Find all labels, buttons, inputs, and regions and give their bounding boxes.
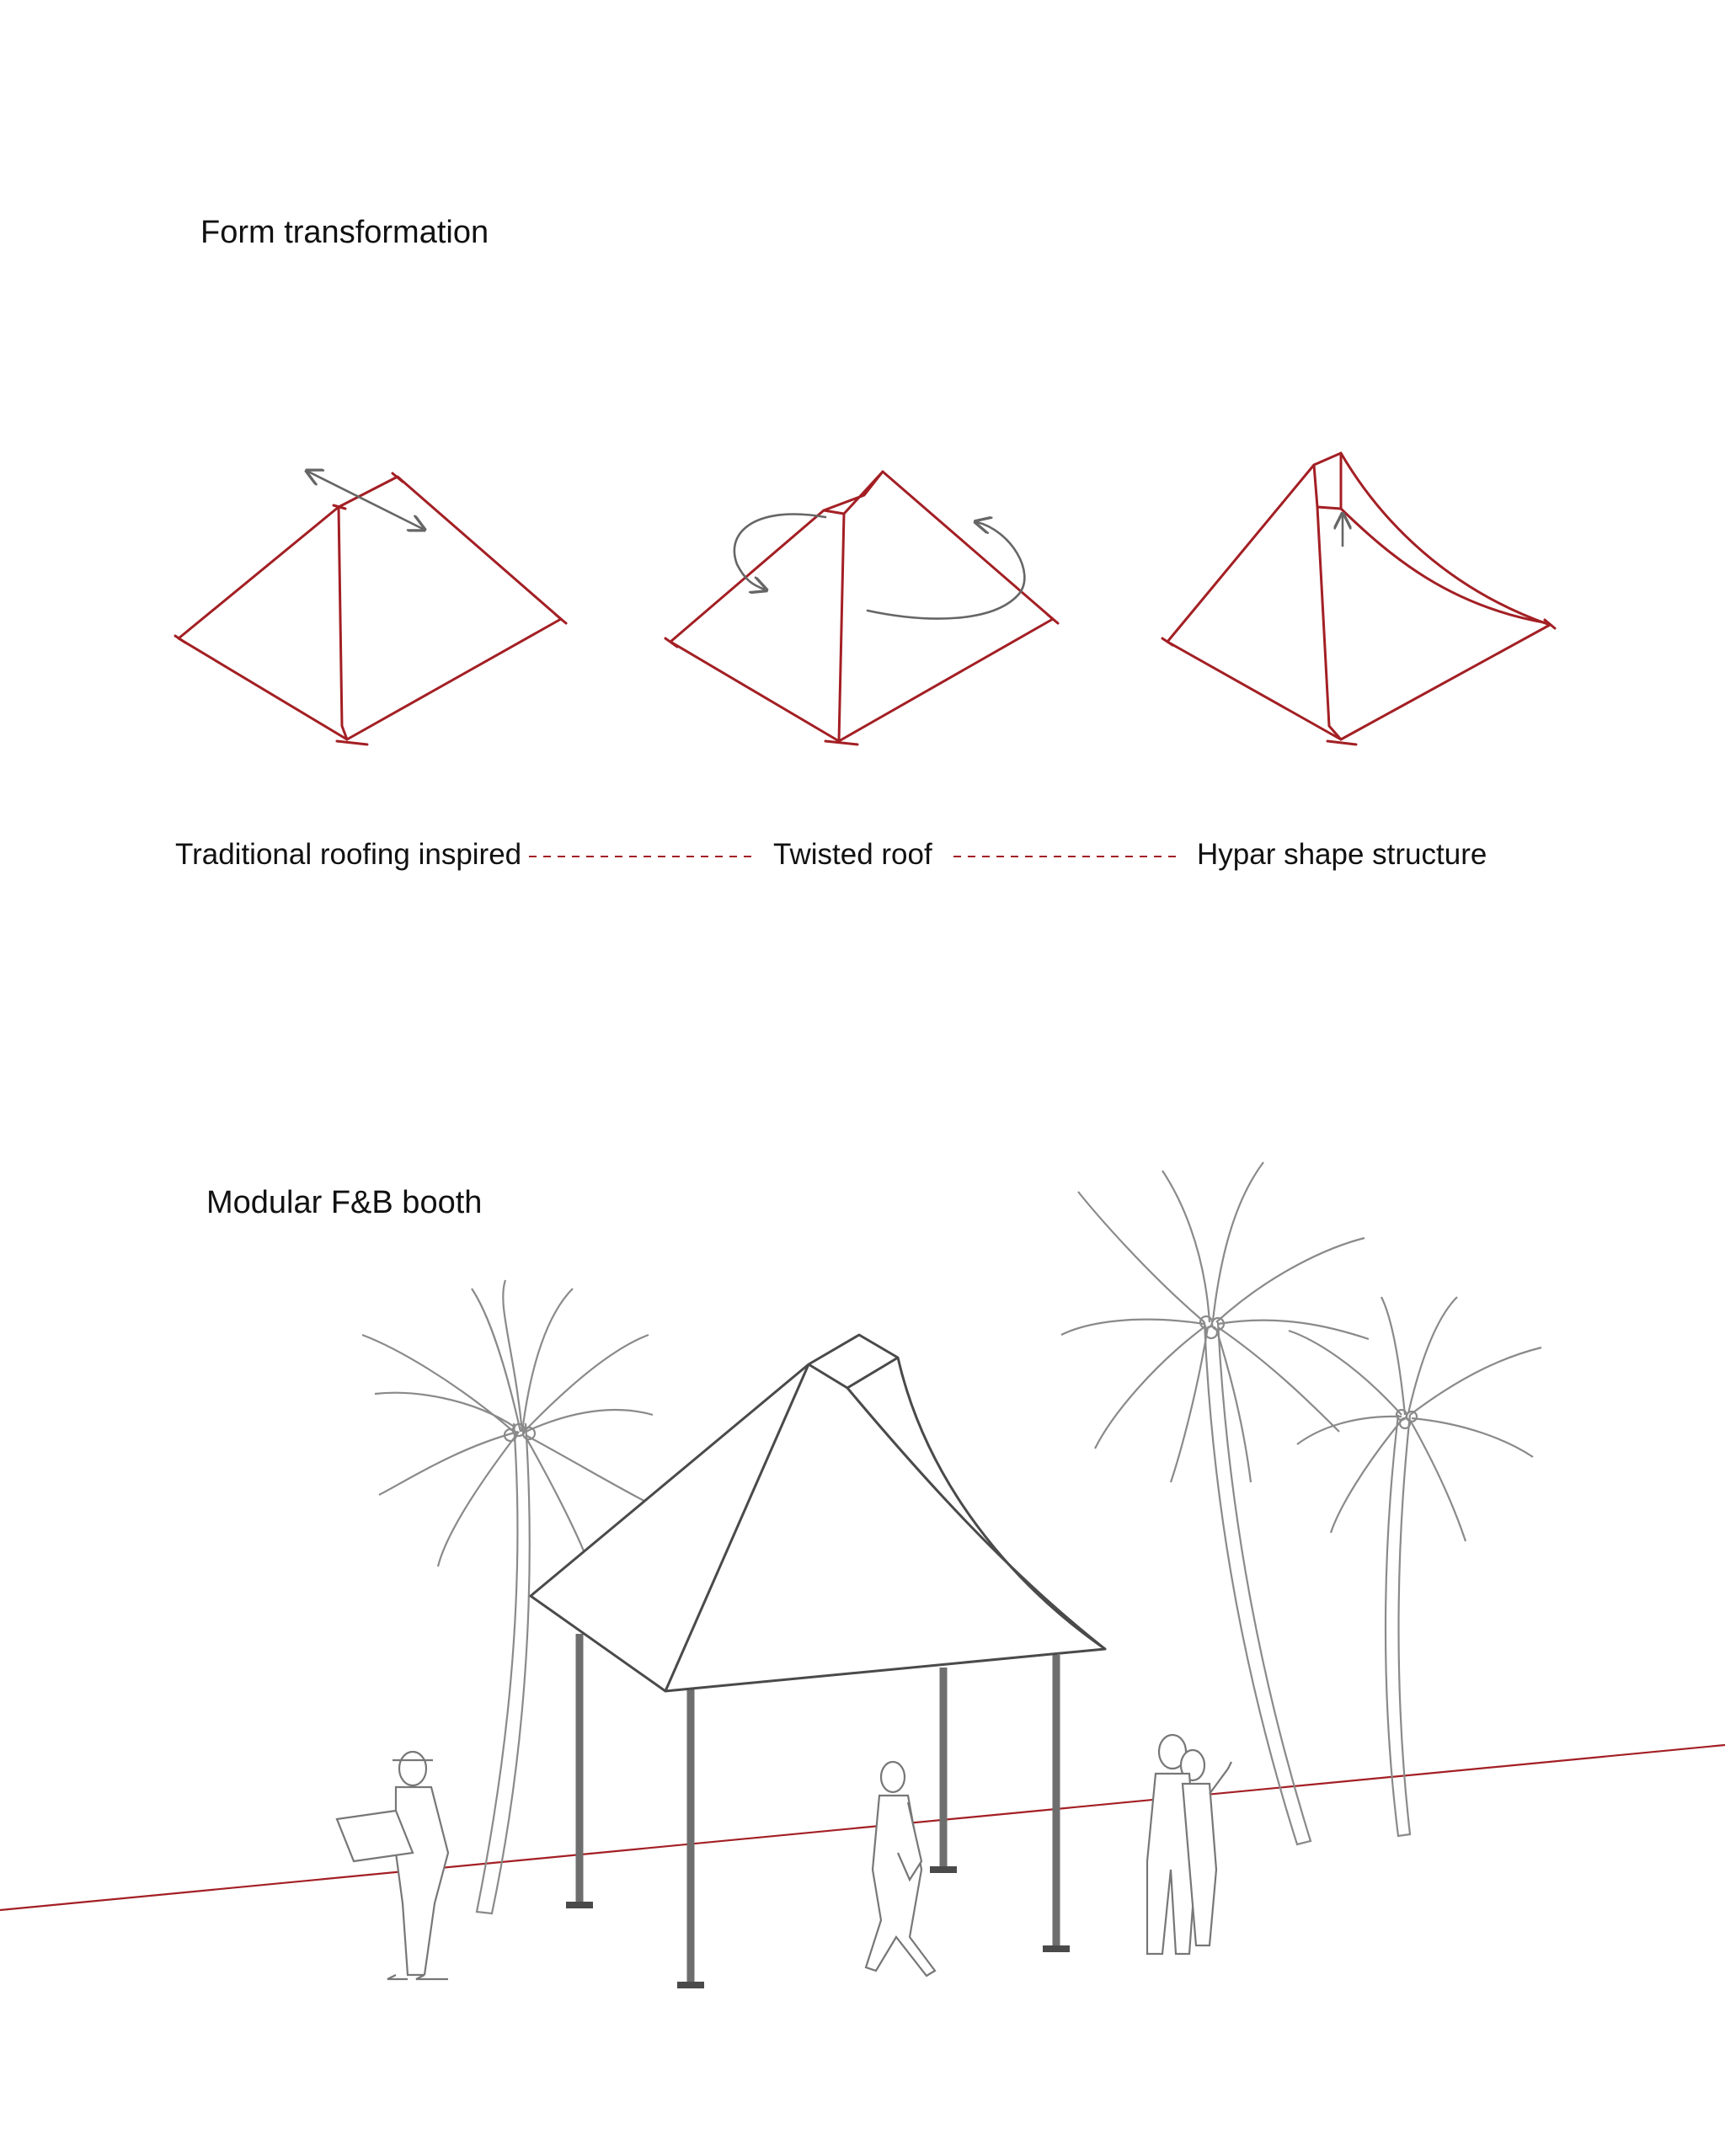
step-label-traditional: Traditional roofing inspired xyxy=(175,838,522,871)
palm-tree-icon-2 xyxy=(1061,1162,1369,1844)
person-icon xyxy=(337,1752,448,1979)
twist-arrow-icon-2 xyxy=(868,522,1024,619)
booth-columns xyxy=(566,1634,1070,1985)
booth-title: Modular F&B booth xyxy=(206,1185,483,1220)
person-icon-3 xyxy=(1147,1735,1231,1954)
step-label-hypar: Hypar shape structure xyxy=(1197,838,1487,871)
ground-line xyxy=(0,1745,1725,1910)
twist-arrow-icon xyxy=(734,515,825,590)
sketch-hypar-shape xyxy=(1162,453,1555,744)
palm-tree-icon-3 xyxy=(1289,1297,1541,1836)
rotate-arrow-icon xyxy=(308,472,423,529)
sketch-twisted-roof xyxy=(665,472,1058,744)
sketch-traditional-roof xyxy=(175,472,566,744)
step-label-twisted: Twisted roof xyxy=(773,838,932,871)
person-icon-2 xyxy=(866,1762,935,1976)
booth-roof xyxy=(531,1335,1105,1691)
form-transformation-title: Form transformation xyxy=(200,215,489,250)
